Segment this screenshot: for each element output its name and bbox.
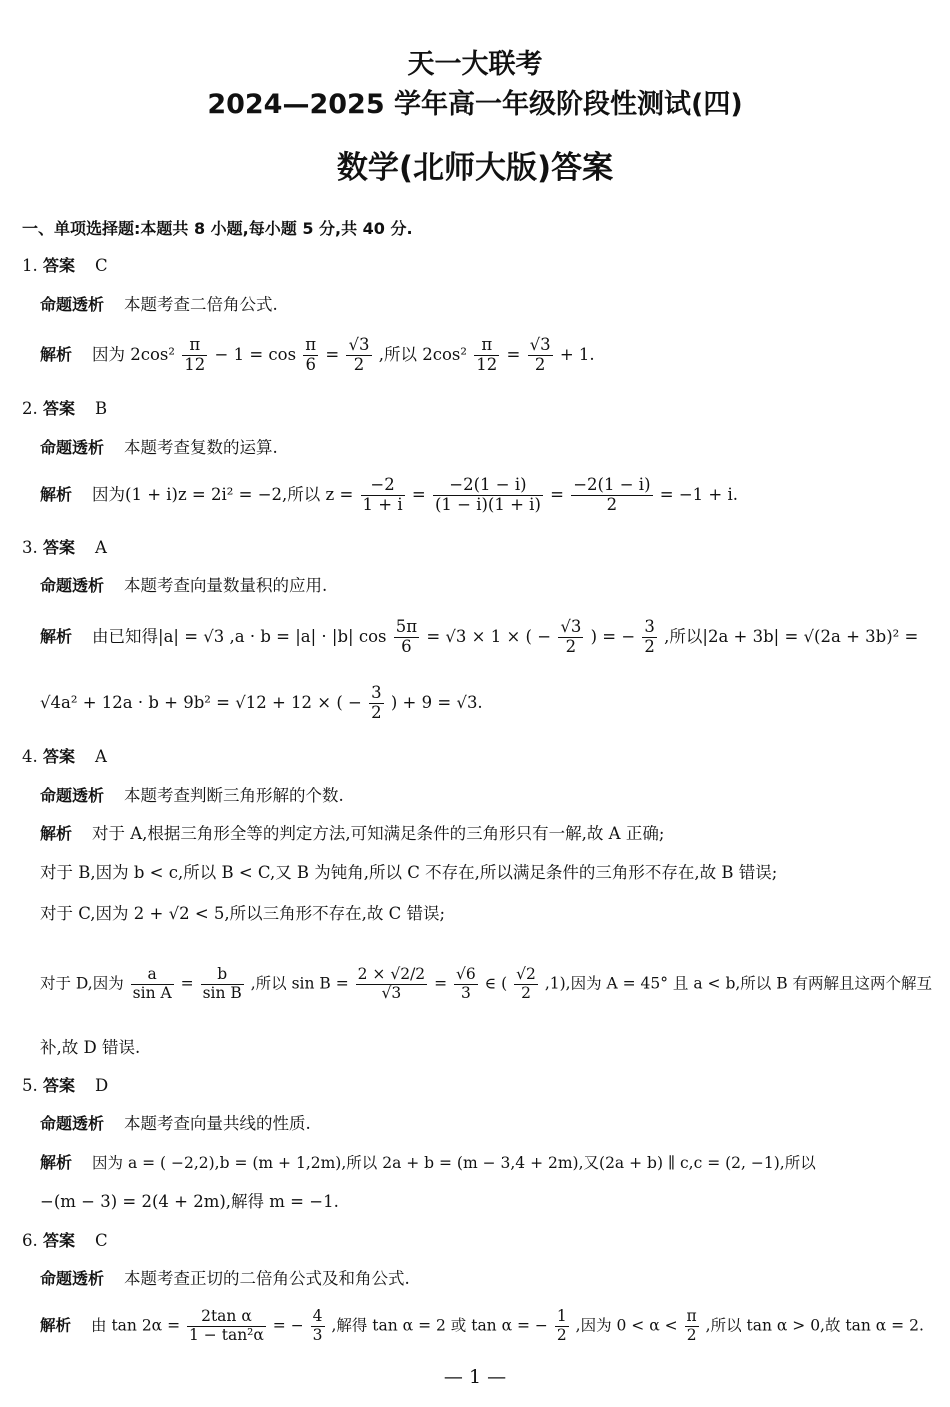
math-text: ,所以 sin B = — [250, 974, 349, 993]
q6-answer-line — [22, 1231, 108, 1251]
math-text: − 1 = cos — [214, 344, 297, 364]
q6-number: 6. — [22, 1231, 38, 1250]
math-text: √4a² + 12a · b + 9b² = √12 + 12 × ( − — [40, 692, 362, 712]
q2-analysis-label: 解析 — [40, 484, 73, 504]
fraction: $\frac{√3}{2}$ — [560, 617, 582, 656]
fraction: $\frac{a}{\text{sin A}}$ — [132, 965, 172, 1002]
q2-number: 2. — [22, 399, 38, 418]
q6-insight-label: 命题透析 — [40, 1269, 105, 1288]
q4-line-d2: 补,故 D 错误. — [40, 1038, 141, 1057]
fraction: $\frac{b}{\text{sin B}}$ — [202, 965, 242, 1002]
fraction: $\frac{-2(1 - i)}{(1 - i)(1 + i)}$ — [434, 475, 541, 514]
q1-analysis-pre: 因为 2cos² — [92, 344, 176, 364]
section-heading: 一、单项选择题:本题共 8 小题,每小题 5 分,共 40 分. — [22, 219, 413, 238]
q6-answer: C — [95, 1231, 108, 1250]
q5-analysis-label: 解析 — [40, 1153, 73, 1172]
fraction: $\frac{√3}{2}$ — [529, 335, 551, 374]
q4-answer-label: 答案 — [43, 747, 76, 766]
q3-number: 3. — [22, 538, 38, 557]
q6-insight: 本题考查正切的二倍角公式及和角公式. — [124, 1269, 410, 1288]
math-text: = −1 + i. — [659, 484, 738, 504]
fraction: $\frac{4}{3}$ — [312, 1307, 323, 1344]
q2-insight-label: 命题透析 — [40, 438, 105, 457]
q5-analysis: 因为 a = ( −2,2),b = (m + 1,2m),所以 2a + b = (m − 3,4 + 2m),又(2a + b) ∥ c,c = (2, −1),所以 — [92, 1154, 816, 1172]
math-text: ,解得 tan α = 2 或 tan α = − — [331, 1316, 548, 1335]
fraction: $\frac{\pi}{12}$ — [184, 335, 206, 374]
math-text: = — [180, 974, 194, 993]
q3-answer-label: 答案 — [43, 538, 76, 557]
q1-insight: 本题考查二倍角公式. — [124, 295, 278, 314]
q1-analysis-line — [40, 336, 595, 375]
math-text: = — [411, 484, 426, 504]
q3-insight-line — [40, 576, 327, 596]
q5-answer-label: 答案 — [43, 1076, 76, 1095]
q1-number: 1. — [22, 256, 38, 275]
math-text: = — [550, 484, 564, 504]
q4-answer-line — [22, 747, 107, 767]
q1-analysis-label: 解析 — [40, 344, 73, 364]
math-text: 对于 D,因为 — [40, 974, 124, 993]
q1-insight-line — [40, 295, 278, 315]
q1-insight-label: 命题透析 — [40, 295, 105, 314]
q4-analysis-a: 对于 A,根据三角形全等的判定方法,可知满足条件的三角形只有一解,故 A 正确; — [92, 824, 665, 843]
q2-answer-label: 答案 — [43, 399, 76, 418]
fraction: $\frac{√2}{2}$ — [516, 965, 536, 1002]
q3-analysis-pre: 由已知得|a| = √3 ,a · b = |a| · |b| cos — [92, 626, 387, 646]
math-text: = — [434, 974, 448, 993]
q4-line-d — [40, 966, 932, 1003]
q4-number: 4. — [22, 747, 38, 766]
fraction: $\frac{5\pi}{6}$ — [395, 617, 418, 656]
fraction: $\frac{1}{2}$ — [556, 1307, 567, 1344]
q1-answer-line — [22, 256, 108, 276]
q3-answer: A — [95, 538, 107, 557]
q2-analysis-pre: 因为(1 + i)z = 2i² = −2,所以 z = — [92, 484, 354, 504]
page-number: — 1 — — [443, 1366, 507, 1388]
fraction: $\frac{\text{2tan α}}{\text{1 − tan²α}}$ — [189, 1307, 264, 1344]
q4-analysis-line — [40, 824, 664, 844]
fraction: $\frac{-2(1 - i)}{2}$ — [573, 475, 651, 514]
q5-number: 5. — [22, 1076, 38, 1095]
q4-insight-label: 命题透析 — [40, 786, 105, 805]
fraction: $\frac{3}{2}$ — [371, 683, 382, 722]
q6-analysis-line — [40, 1308, 924, 1345]
q3-analysis-line-2 — [40, 684, 483, 723]
q3-analysis-line — [40, 618, 918, 657]
q5-analysis-line-2: −(m − 3) = 2(4 + 2m),解得 m = −1. — [40, 1192, 339, 1211]
math-text: = — [506, 344, 521, 364]
math-text: = √3 × 1 × ( − — [426, 626, 552, 646]
q4-analysis-label: 解析 — [40, 824, 73, 843]
fraction: $\frac{\pi}{6}$ — [305, 335, 317, 374]
math-text: ,因为 0 < α < — [575, 1316, 678, 1335]
q4-insight: 本题考查判断三角形解的个数. — [124, 786, 344, 805]
fraction: $\frac{2 \times √2/2}{√3}$ — [357, 965, 426, 1002]
q3-insight-label: 命题透析 — [40, 576, 105, 595]
header-title: 天一大联考 — [407, 49, 543, 80]
q5-answer: D — [95, 1076, 109, 1095]
q6-insight-line — [40, 1269, 410, 1289]
math-text: ,1),因为 A = 45° 且 a < b,所以 B 有两解且这两个解互 — [544, 974, 933, 993]
math-text: = − — [272, 1316, 304, 1335]
math-text: ,所以|2a + 3b| = √(2a + 3b)² = — [664, 626, 919, 646]
q5-analysis-line — [40, 1153, 816, 1173]
q4-insight-line — [40, 786, 344, 806]
q2-answer-line — [22, 399, 107, 419]
q6-answer-label: 答案 — [43, 1231, 76, 1250]
q3-analysis-label: 解析 — [40, 626, 73, 646]
fraction: $\frac{√3}{2}$ — [348, 335, 370, 374]
fraction: $\frac{-2}{1 + i}$ — [362, 475, 403, 514]
q5-insight-label: 命题透析 — [40, 1114, 105, 1133]
math-text: ) + 9 = √3. — [390, 692, 483, 712]
math-text: + 1. — [559, 344, 595, 364]
header-doc-title: 数学(北师大版)答案 — [336, 150, 614, 186]
header-subtitle: 2024—2025 学年高一年级阶段性测试(四) — [207, 89, 743, 120]
q2-answer: B — [95, 399, 108, 418]
q4-line-b: 对于 B,因为 b < c,所以 B < C,又 B 为钝角,所以 C 不存在,所以满足条件的三角形不存在,故 B 错误; — [40, 863, 778, 882]
q1-answer: C — [95, 256, 108, 275]
math-text: ) = − — [590, 626, 636, 646]
fraction: $\frac{√6}{3}$ — [456, 965, 476, 1002]
math-text: ∈ ( — [484, 974, 508, 993]
q2-analysis-line — [40, 476, 738, 515]
math-text: 由 tan 2α = — [91, 1316, 181, 1335]
fraction: $\frac{\pi}{2}$ — [686, 1307, 697, 1344]
q3-insight: 本题考查向量数量积的应用. — [124, 576, 328, 595]
q6-analysis-label: 解析 — [40, 1316, 72, 1335]
fraction: $\frac{\pi}{12}$ — [476, 335, 498, 374]
q4-line-c: 对于 C,因为 2 + √2 < 5,所以三角形不存在,故 C 错误; — [40, 904, 446, 923]
math-text: ,所以 2cos² — [378, 344, 467, 364]
q5-insight: 本题考查向量共线的性质. — [124, 1114, 311, 1133]
math-text: ,所以 tan α > 0,故 tan α = 2. — [705, 1316, 924, 1335]
q2-insight: 本题考查复数的运算. — [124, 438, 278, 457]
q5-insight-line — [40, 1114, 311, 1134]
q4-answer: A — [95, 747, 107, 766]
q3-answer-line — [22, 538, 107, 558]
q1-answer-label: 答案 — [43, 256, 76, 275]
math-text: = — [325, 344, 340, 364]
fraction: $\frac{3}{2}$ — [644, 617, 655, 656]
q2-insight-line — [40, 438, 278, 458]
q5-answer-line — [22, 1076, 108, 1096]
